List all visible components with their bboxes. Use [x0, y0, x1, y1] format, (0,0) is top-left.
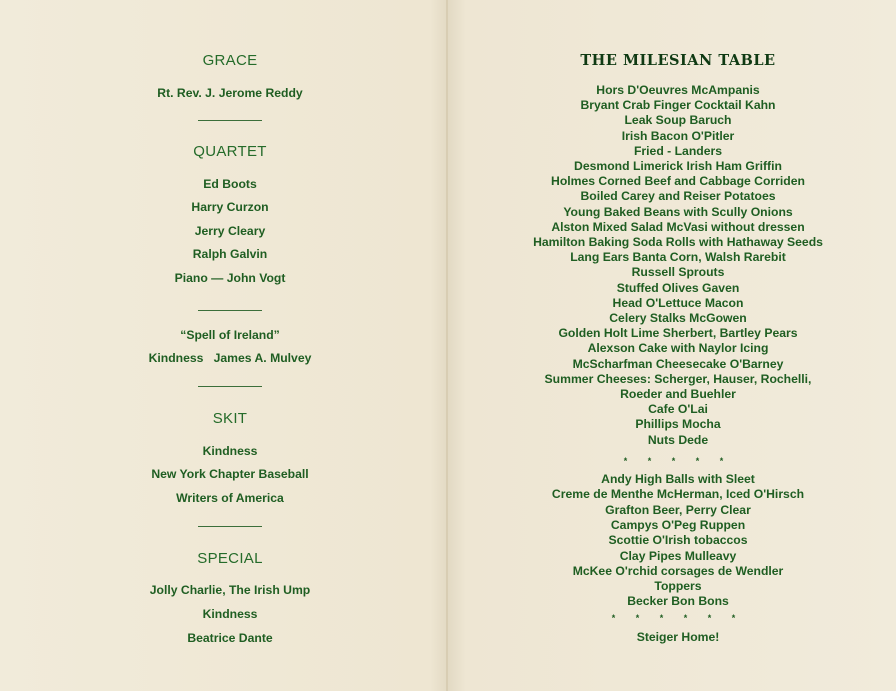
menu-item: Leak Soup Baruch — [624, 113, 732, 128]
special-line: Jolly Charlie, The Irish Ump — [149, 583, 311, 597]
grace-line: Rt. Rev. J. Jerome Reddy — [157, 86, 303, 100]
menu-item: Hamilton Baking Soda Rolls with Hathaway Seeds — [533, 235, 823, 249]
drink-item: Campys O'Peg Ruppen — [610, 517, 746, 532]
menu-item: Golden Holt Lime Sherbert, Bartley Pears — [558, 326, 798, 341]
drink-item: McKee O'rchid corsages de Wendler — [572, 563, 784, 578]
divider — [198, 310, 262, 311]
skit-heading: SKIT — [212, 410, 248, 427]
closing-line: Steiger Home! — [636, 630, 720, 644]
menu-item: Nuts Dede — [647, 432, 709, 447]
drink-item: Clay Pipes Mulleavy — [619, 548, 737, 563]
menu-item: Roeder and Buehler — [620, 387, 736, 401]
menu-item: Stuffed Olives Gaven — [616, 280, 740, 295]
menu-item: Phillips Mocha — [635, 417, 721, 432]
menu-item: Lang Ears Banta Corn, Walsh Rarebit — [570, 250, 786, 265]
skit-line: Writers of America — [176, 491, 284, 505]
drink-item: Andy High Balls with Sleet — [601, 472, 755, 486]
drink-item: Becker Bon Bons — [627, 594, 729, 609]
menu-item: Holmes Corned Beef and Cabbage Corriden — [551, 174, 805, 189]
menu-item: Boiled Carey and Reiser Potatoes — [580, 189, 776, 204]
quartet-pianist: Piano — John Vogt — [174, 271, 286, 285]
drink-item: Scottie O'Irish tobaccos — [608, 533, 748, 548]
quartet-member: Harry Curzon — [191, 200, 269, 214]
drink-item: Grafton Beer, Perry Clear — [605, 502, 751, 517]
divider — [198, 120, 262, 121]
quartet-member: Ralph Galvin — [192, 247, 268, 261]
grace-heading: GRACE — [202, 52, 258, 69]
menu-item: Fried - Landers — [633, 143, 723, 158]
skit-line: Kindness — [202, 444, 258, 458]
song-performer: Kindness James A. Mulvey — [148, 351, 312, 365]
menu-item: Celery Stalks McGowen — [609, 311, 747, 325]
menu-item: Hors D'Oeuvres McAmpanis — [596, 83, 760, 97]
menu-item: Alexson Cake with Naylor Icing — [587, 341, 769, 356]
menu-item: Head O'Lettuce Macon — [612, 295, 744, 310]
menu-item: Bryant Crab Finger Cocktail Kahn — [580, 98, 776, 113]
drink-item: Creme de Menthe McHerman, Iced O'Hirsch — [551, 487, 805, 502]
menu-item: McScharfman Cheesecake O'Barney — [572, 356, 784, 371]
quartet-member: Ed Boots — [203, 177, 257, 191]
special-heading: SPECIAL — [197, 550, 263, 567]
quartet-heading: QUARTET — [193, 143, 267, 160]
menu-panel — [470, 0, 886, 691]
menu-item: Cafe O'Lai — [648, 402, 708, 417]
center-fold — [446, 0, 448, 691]
menu-item: Alston Mixed Salad McVasi without dressen — [551, 219, 805, 234]
star-separator: * * * * * — [623, 456, 733, 466]
special-line: Beatrice Dante — [187, 631, 273, 645]
menu-item: Young Baked Beans with Scully Onions — [563, 204, 793, 219]
drink-item: Toppers — [654, 579, 702, 594]
program-panel — [30, 0, 430, 691]
menu-item: Irish Bacon O'Pitler — [621, 128, 735, 143]
divider — [198, 386, 262, 387]
menu-item: Russell Sprouts — [631, 265, 725, 280]
special-line: Kindness — [202, 607, 258, 621]
star-separator: * * * * * * — [611, 613, 745, 623]
divider — [198, 526, 262, 527]
song-title: “Spell of Ireland” — [180, 328, 280, 342]
menu-item: Desmond Limerick Irish Ham Griffin — [574, 159, 782, 173]
skit-line: New York Chapter Baseball — [151, 467, 309, 481]
menu-title: THE MILESIAN TABLE — [580, 52, 776, 69]
quartet-member: Jerry Cleary — [194, 224, 266, 238]
menu-item: Summer Cheeses: Scherger, Hauser, Rochelli, — [544, 371, 812, 386]
